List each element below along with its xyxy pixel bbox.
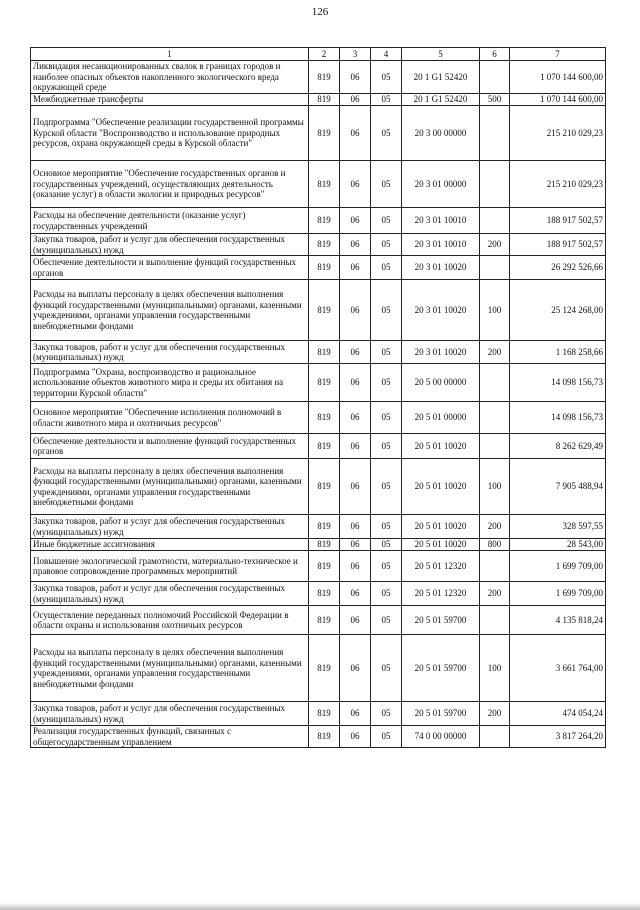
- row-name: Расходы на выплаты персоналу в целях обеспечения выполнения функций государственными (муниципальными) органами, казенными учреждениями, органами управления государственными внебюджетными фондами: [31, 635, 309, 702]
- row-expense-type: 200: [480, 234, 510, 256]
- header-col-5: 5: [402, 48, 480, 61]
- row-target-code: 20 5 01 59700: [402, 635, 480, 702]
- row-expense-type: [480, 434, 510, 459]
- row-expense-type: 100: [480, 635, 510, 702]
- row-code-4: 05: [371, 234, 402, 256]
- row-name: Осуществление переданных полномочий Российской Федерации в области охраны и использования охотничьих ресурсов: [31, 606, 309, 635]
- row-target-code: 20 5 01 10020: [402, 434, 480, 459]
- row-amount: 14 098 156,73: [510, 402, 606, 434]
- row-target-code: 20 3 01 10010: [402, 234, 480, 256]
- row-code-2: 819: [309, 635, 340, 702]
- row-code-4: 05: [371, 635, 402, 702]
- table-row: [31, 551, 606, 582]
- row-code-4: 05: [371, 539, 402, 551]
- row-code-3: 06: [340, 234, 371, 256]
- row-name: Расходы на обеспечение деятельности (оказание услуг) государственных учреждений: [31, 208, 309, 234]
- table-row: [31, 402, 606, 434]
- row-code-2: 819: [309, 161, 340, 208]
- row-amount: 1 070 144 600,00: [510, 94, 606, 106]
- row-code-3: 06: [340, 208, 371, 234]
- row-code-4: 05: [371, 341, 402, 364]
- row-amount: 14 098 156,73: [510, 364, 606, 402]
- table-row: [31, 341, 606, 364]
- row-code-3: 06: [340, 106, 371, 161]
- row-amount: 3 817 264,20: [510, 726, 606, 748]
- table-row: [31, 582, 606, 606]
- header-col-1: 1: [31, 48, 309, 61]
- row-expense-type: [480, 726, 510, 748]
- row-code-3: 06: [340, 539, 371, 551]
- row-code-2: 819: [309, 106, 340, 161]
- row-code-2: 819: [309, 234, 340, 256]
- row-code-2: 819: [309, 459, 340, 515]
- table-row: [31, 94, 606, 106]
- row-code-2: 819: [309, 515, 340, 539]
- table-row: [31, 208, 606, 234]
- row-name: Подпрограмма "Охрана, воспроизводство и рациональное использование объектов животного мира и среды их обитания на территории Курской области": [31, 364, 309, 402]
- row-target-code: 20 1 G1 52420: [402, 61, 480, 94]
- row-expense-type: 200: [480, 341, 510, 364]
- row-code-4: 05: [371, 459, 402, 515]
- row-expense-type: [480, 161, 510, 208]
- row-expense-type: 800: [480, 539, 510, 551]
- row-code-2: 819: [309, 280, 340, 341]
- row-expense-type: [480, 551, 510, 582]
- row-amount: 1 699 709,00: [510, 551, 606, 582]
- row-code-4: 05: [371, 582, 402, 606]
- header-col-3: 3: [340, 48, 371, 61]
- row-amount: 328 597,55: [510, 515, 606, 539]
- table-row: [31, 280, 606, 341]
- row-code-4: 05: [371, 606, 402, 635]
- row-target-code: 74 0 00 00000: [402, 726, 480, 748]
- row-target-code: 20 3 01 10010: [402, 208, 480, 234]
- row-name: Закупка товаров, работ и услуг для обеспечения государственных (муниципальных) нужд: [31, 515, 309, 539]
- table-row: [31, 234, 606, 256]
- row-code-3: 06: [340, 726, 371, 748]
- row-code-3: 06: [340, 94, 371, 106]
- row-amount: 7 905 488,94: [510, 459, 606, 515]
- row-target-code: 20 3 01 10020: [402, 280, 480, 341]
- header-col-6: 6: [480, 48, 510, 61]
- row-code-3: 06: [340, 364, 371, 402]
- row-code-3: 06: [340, 402, 371, 434]
- row-target-code: 20 3 01 00000: [402, 161, 480, 208]
- row-code-2: 819: [309, 551, 340, 582]
- row-target-code: 20 5 01 10020: [402, 515, 480, 539]
- row-amount: 3 661 764,00: [510, 635, 606, 702]
- row-code-2: 819: [309, 256, 340, 280]
- header-col-4: 4: [371, 48, 402, 61]
- row-amount: 215 210 029,23: [510, 106, 606, 161]
- row-code-2: 819: [309, 341, 340, 364]
- row-name: Основное мероприятие "Обеспечение исполнения полномочий в области животного мира и охотничьих ресурсов": [31, 402, 309, 434]
- row-name: Расходы на выплаты персоналу в целях обеспечения выполнения функций государственными (муниципальными) органами, казенными учреждениями, органами управления государственными внебюджетными фондами: [31, 280, 309, 341]
- row-target-code: 20 3 01 10020: [402, 256, 480, 280]
- row-name: Обеспечение деятельности и выполнение функций государственных органов: [31, 256, 309, 280]
- row-code-4: 05: [371, 208, 402, 234]
- table-row: [31, 364, 606, 402]
- table-row: [31, 539, 606, 551]
- row-amount: 26 292 526,66: [510, 256, 606, 280]
- row-code-4: 05: [371, 726, 402, 748]
- row-name: Подпрограмма "Обеспечение реализации государственной программы Курской области "Воспроизводство и использование природных ресурсов, охрана окружающей среды в Курской области": [31, 106, 309, 161]
- row-code-4: 05: [371, 434, 402, 459]
- row-code-4: 05: [371, 364, 402, 402]
- row-code-3: 06: [340, 702, 371, 726]
- row-code-4: 05: [371, 702, 402, 726]
- row-amount: 215 210 029,23: [510, 161, 606, 208]
- row-target-code: 20 5 01 12320: [402, 582, 480, 606]
- table-header-row: [31, 48, 606, 61]
- table-row: [31, 726, 606, 748]
- row-code-2: 819: [309, 726, 340, 748]
- row-expense-type: 200: [480, 582, 510, 606]
- row-expense-type: [480, 364, 510, 402]
- row-expense-type: [480, 402, 510, 434]
- row-name: Реализация государственных функций, связанных с общегосударственным управлением: [31, 726, 309, 748]
- row-expense-type: 100: [480, 459, 510, 515]
- row-code-4: 05: [371, 551, 402, 582]
- row-code-4: 05: [371, 106, 402, 161]
- row-code-4: 05: [371, 161, 402, 208]
- row-code-2: 819: [309, 582, 340, 606]
- table-row: [31, 635, 606, 702]
- row-name: Иные бюджетные ассигнования: [31, 539, 309, 551]
- row-expense-type: 100: [480, 280, 510, 341]
- row-code-2: 819: [309, 94, 340, 106]
- row-code-2: 819: [309, 434, 340, 459]
- row-code-3: 06: [340, 635, 371, 702]
- row-expense-type: [480, 106, 510, 161]
- row-amount: 188 917 502,57: [510, 234, 606, 256]
- row-target-code: 20 3 00 00000: [402, 106, 480, 161]
- row-target-code: 20 3 01 10020: [402, 341, 480, 364]
- row-expense-type: [480, 256, 510, 280]
- row-code-3: 06: [340, 606, 371, 635]
- row-code-3: 06: [340, 256, 371, 280]
- row-code-4: 05: [371, 280, 402, 341]
- row-target-code: 20 5 00 00000: [402, 364, 480, 402]
- row-code-2: 819: [309, 208, 340, 234]
- row-code-2: 819: [309, 606, 340, 635]
- table-row: [31, 515, 606, 539]
- table-row: [31, 606, 606, 635]
- row-name: Основное мероприятие "Обеспечение государственных органов и государственных учреждений, осуществляющих деятельность (оказание услуг) в области экологии и природных ресурсов": [31, 161, 309, 208]
- table-row: [31, 434, 606, 459]
- row-code-2: 819: [309, 539, 340, 551]
- row-amount: 474 054,24: [510, 702, 606, 726]
- row-code-3: 06: [340, 280, 371, 341]
- header-col-2: 2: [309, 48, 340, 61]
- page-number: 126: [311, 6, 329, 18]
- table-row: [31, 161, 606, 208]
- row-name: Повышение экологической грамотности, материально-техническое и правовое сопровождение программных мероприятий: [31, 551, 309, 582]
- row-name: Ликвидация несанкционированных свалок в границах городов и наиболее опасных объектов накопленного экологического вреда окружающей среде: [31, 61, 309, 94]
- row-code-4: 05: [371, 515, 402, 539]
- row-amount: 1 168 258,66: [510, 341, 606, 364]
- row-expense-type: [480, 208, 510, 234]
- row-code-3: 06: [340, 161, 371, 208]
- row-amount: 4 135 818,24: [510, 606, 606, 635]
- row-target-code: 20 5 01 59700: [402, 702, 480, 726]
- row-code-3: 06: [340, 341, 371, 364]
- scan-shadow-edge: [0, 903, 640, 910]
- row-code-3: 06: [340, 459, 371, 515]
- row-amount: 25 124 268,00: [510, 280, 606, 341]
- table-row: [31, 256, 606, 280]
- row-code-3: 06: [340, 61, 371, 94]
- row-amount: 8 262 629,49: [510, 434, 606, 459]
- row-amount: 1 699 709,00: [510, 582, 606, 606]
- row-amount: 1 070 144 600,00: [510, 61, 606, 94]
- table-row: [31, 61, 606, 94]
- table-row: [31, 106, 606, 161]
- row-name: Закупка товаров, работ и услуг для обеспечения государственных (муниципальных) нужд: [31, 582, 309, 606]
- row-name: Расходы на выплаты персоналу в целях обеспечения выполнения функций государственными (муниципальными) органами, казенными учреждениями, органами управления государственными внебюджетными фондами: [31, 459, 309, 515]
- table-row: [31, 702, 606, 726]
- row-code-4: 05: [371, 61, 402, 94]
- row-code-4: 05: [371, 256, 402, 280]
- row-code-2: 819: [309, 364, 340, 402]
- header-col-7: 7: [510, 48, 606, 61]
- row-code-3: 06: [340, 551, 371, 582]
- row-code-4: 05: [371, 402, 402, 434]
- table-row: [31, 459, 606, 515]
- row-target-code: 20 1 G1 52420: [402, 94, 480, 106]
- row-expense-type: [480, 61, 510, 94]
- row-name: Закупка товаров, работ и услуг для обеспечения государственных (муниципальных) нужд: [31, 702, 309, 726]
- row-target-code: 20 5 01 59700: [402, 606, 480, 635]
- row-name: Закупка товаров, работ и услуг для обеспечения государственных (муниципальных) нужд: [31, 341, 309, 364]
- row-amount: 188 917 502,57: [510, 208, 606, 234]
- row-name: Обеспечение деятельности и выполнение функций государственных органов: [31, 434, 309, 459]
- row-code-3: 06: [340, 515, 371, 539]
- row-code-3: 06: [340, 582, 371, 606]
- row-code-2: 819: [309, 61, 340, 94]
- row-code-2: 819: [309, 702, 340, 726]
- row-expense-type: 500: [480, 94, 510, 106]
- row-amount: 28 543,00: [510, 539, 606, 551]
- row-code-2: 819: [309, 402, 340, 434]
- budget-table: [30, 47, 606, 748]
- row-target-code: 20 5 01 10020: [402, 539, 480, 551]
- row-name: Межбюджетные трансферты: [31, 94, 309, 106]
- row-expense-type: 200: [480, 515, 510, 539]
- row-target-code: 20 5 01 00000: [402, 402, 480, 434]
- row-target-code: 20 5 01 10020: [402, 459, 480, 515]
- row-code-3: 06: [340, 434, 371, 459]
- row-target-code: 20 5 01 12320: [402, 551, 480, 582]
- row-expense-type: 200: [480, 702, 510, 726]
- row-expense-type: [480, 606, 510, 635]
- row-code-4: 05: [371, 94, 402, 106]
- row-name: Закупка товаров, работ и услуг для обеспечения государственных (муниципальных) нужд: [31, 234, 309, 256]
